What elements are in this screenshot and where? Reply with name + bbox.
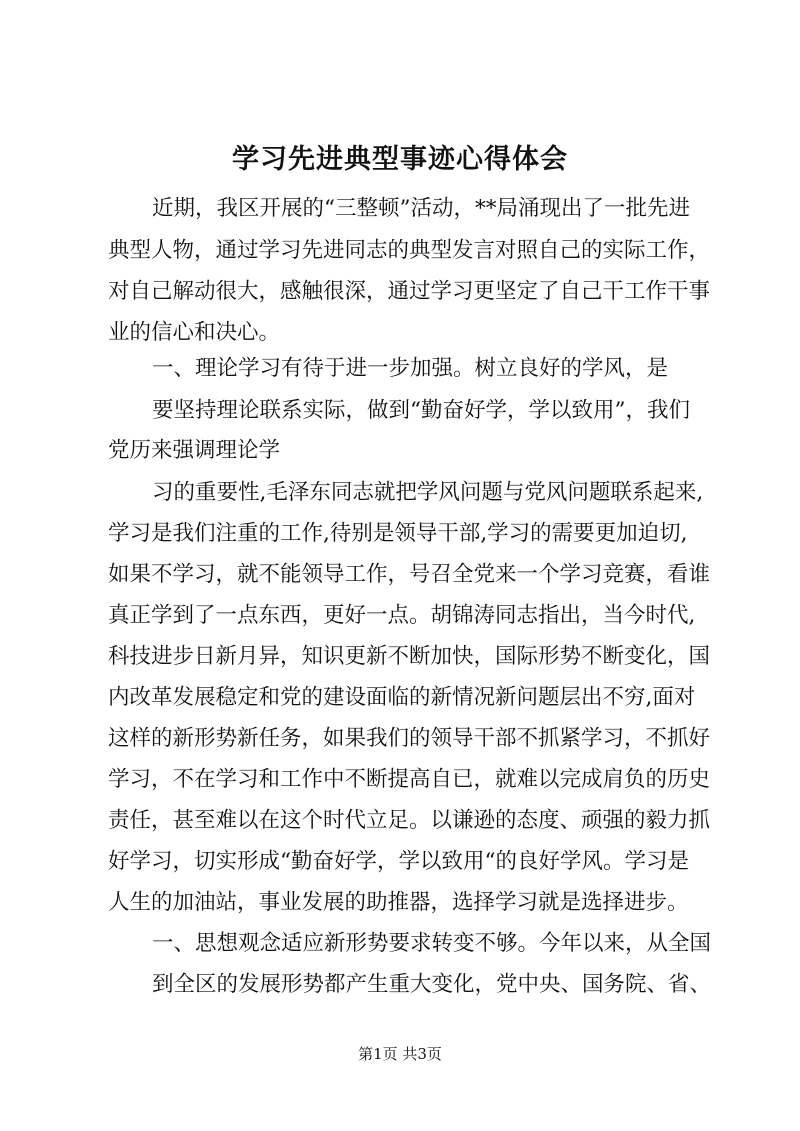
body-line: 近期，我区开展的“三整顿”活动，**局涌现出了一批先进	[152, 196, 690, 221]
body-line: 一、理论学习有待于进一步加强。树立良好的学风，是	[152, 356, 669, 381]
body-line: 好学习，切实形成“勤奋好学，学以致用“的良好学风。学习是	[108, 849, 689, 874]
body-line: 内改革发展稳定和党的建设面临的新情况新问题层出不穷,面对	[108, 685, 696, 710]
body-line: 责任，甚至难以在这个时代立足。以谦逊的态度、顽强的毅力抓	[108, 808, 711, 833]
body-line: 习的重要性,毛泽东同志就把学风问题与党风问题联系起来,	[152, 480, 704, 505]
body-line: 对自己解动很大，感触很深，通过学习更坚定了自己干工作干事	[108, 279, 711, 304]
body-line: 党历来强调理论学	[108, 438, 281, 463]
document-title: 学习先进典型事迹心得体会	[232, 144, 568, 175]
body-line: 业的信心和决心。	[108, 320, 281, 345]
body-line: 科技进步日新月异，知识更新不断加快，国际形势不断变化，国	[108, 644, 711, 669]
body-line: 这样的新形势新任务，如果我们的领导干部不抓紧学习，不抓好	[108, 726, 711, 751]
body-line: 到全区的发展形势都产生重大变化，党中央、国务院、省、	[152, 972, 712, 997]
page-number: 第1页 共3页	[358, 1045, 442, 1063]
body-line: 要坚持理论联系实际，做到“勤奋好学，学以致用”，我们	[152, 398, 690, 423]
body-line: 人生的加油站，事业发展的助推器，选择学习就是选择进步。	[108, 890, 689, 915]
body-line: 学习是我们注重的工作,待别是领导干部,学习的需要更加迫切,	[108, 521, 688, 546]
body-line: 典型人物，通过学习先进同志的典型发言对照自己的实际工作，	[108, 238, 711, 263]
body-line: 真正学到了一点东西，更好一点。胡锦涛同志指出，当今时代,	[108, 603, 696, 628]
body-line: 学习，不在学习和工作中不断提高自已，就难以完成肩负的历史	[108, 767, 711, 792]
body-line: 一、思想观念适应新形势要求转变不够。今年以来，从全国	[152, 931, 712, 956]
body-line: 如果不学习，就不能领导工作，号召全党来一个学习竞赛，看谁	[108, 562, 711, 587]
